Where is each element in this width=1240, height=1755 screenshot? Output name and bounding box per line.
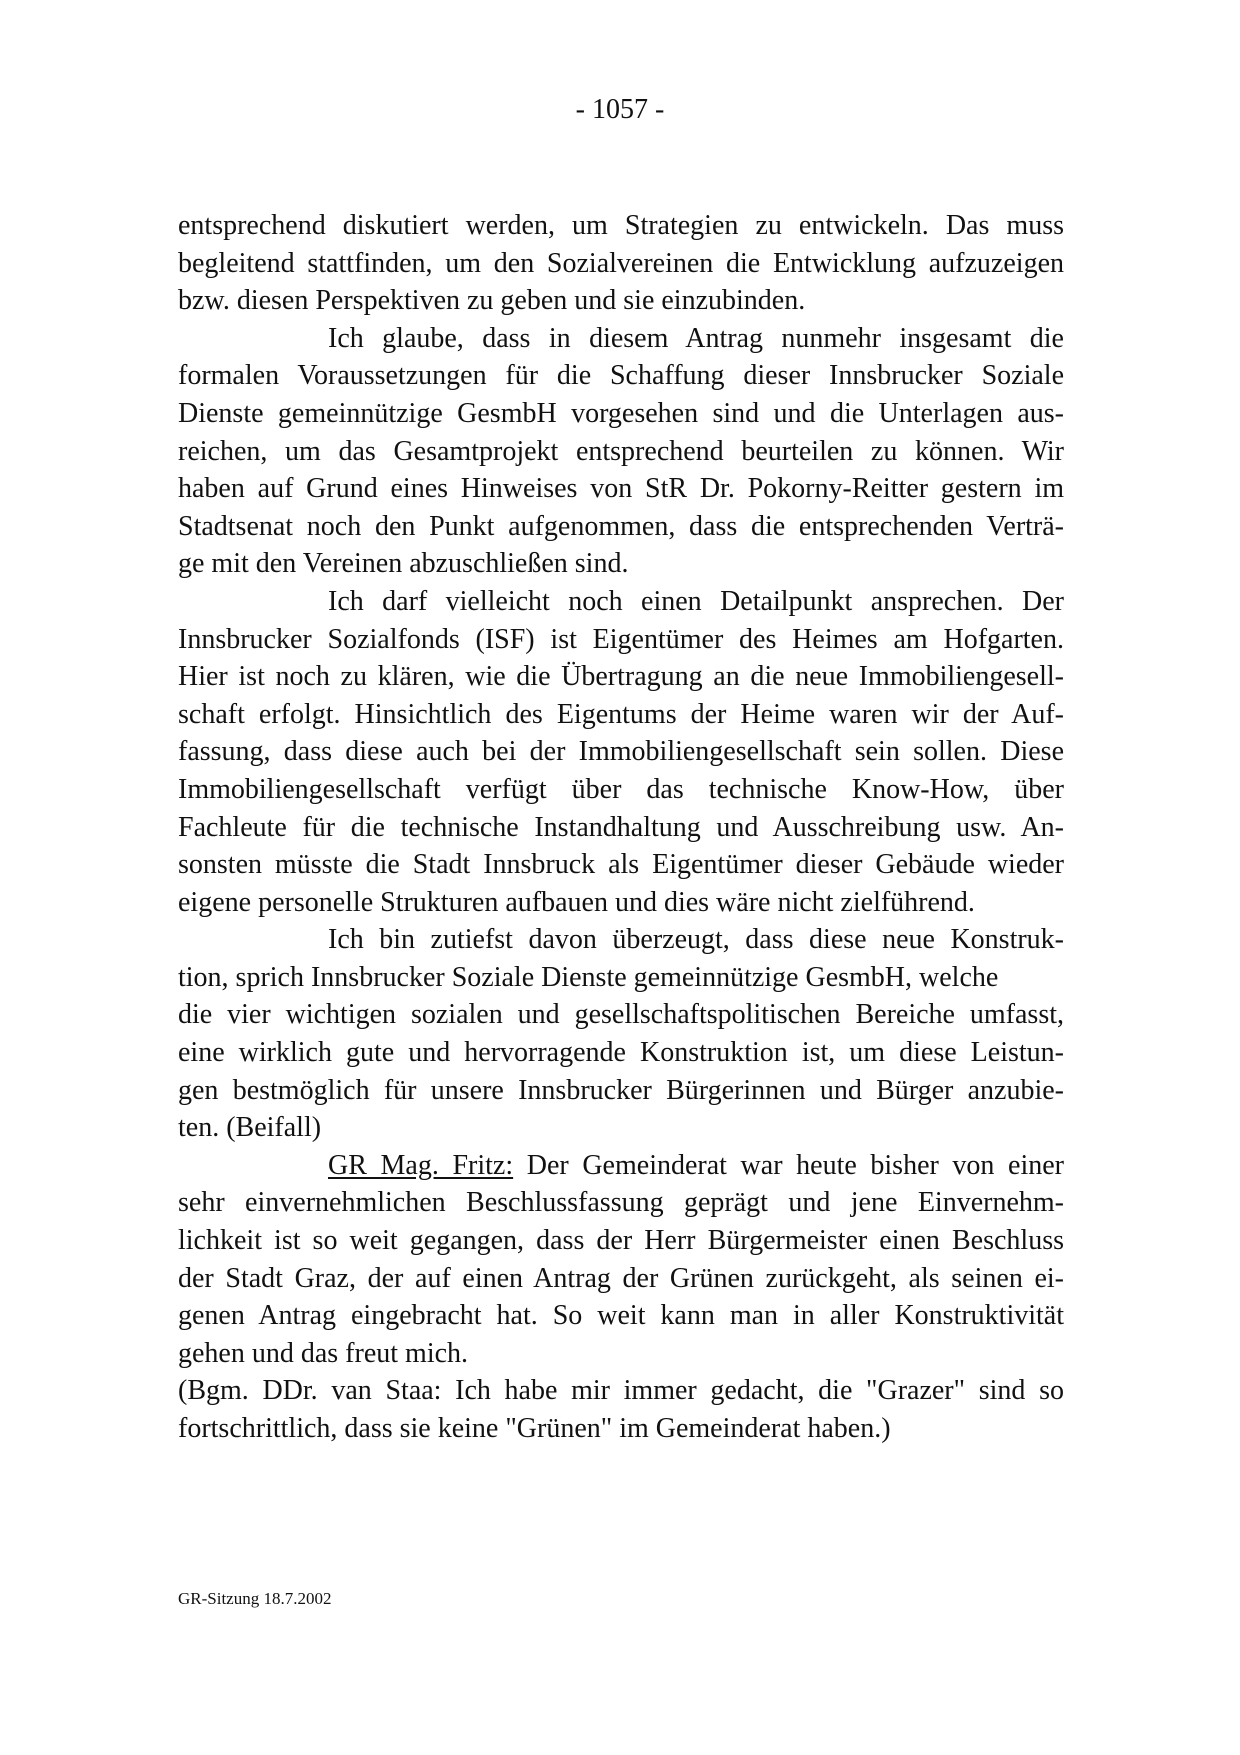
text-line: entsprechend diskutiert werden, um Strategien zu entwickeln. Das muss (178, 210, 1064, 241)
text-line: reichen, um das Gesamtprojekt entsprechend beurteilen zu können. Wir (178, 435, 1064, 467)
text-line: gehen und das freut mich. (178, 1337, 469, 1369)
interjection-line: (Bgm. DDr. van Staa: Ich habe mir immer gedacht, die "Grazer" sind so (178, 1375, 1064, 1407)
page-number: - 1057 - (575, 94, 665, 125)
text-line: fassung, dass diese auch bei der Immobiliengesellschaft sein sollen. Diese (178, 736, 1064, 768)
text-line: sonsten müsste die Stadt Innsbruck als Eigentümer dieser Gebäude wieder (178, 849, 1064, 881)
text-line: ten. (Beifall) (178, 1112, 322, 1144)
speaker-label: GR Mag. Fritz: (328, 1149, 514, 1181)
interjection-line: fortschrittlich, dass sie keine "Grünen" im Gemeinderat haben.) (178, 1413, 891, 1444)
paragraph-first-line: Ich bin zutiefst davon überzeugt, dass diese neue Konstruk- (328, 924, 1064, 956)
text-line: Immobiliengesellschaft verfügt über das technische Know-How, über (178, 773, 1064, 805)
text-line: sehr einvernehmlichen Beschlussfassung geprägt und jene Einvernehm- (178, 1187, 1064, 1219)
footer-session-date: GR-Sitzung 18.7.2002 (178, 1589, 332, 1608)
text-line: bzw. diesen Perspektiven zu geben und sie einzubinden. (178, 285, 806, 317)
text-line: Dienste gemeinnützige GesmbH vorgesehen sind und die Unterlagen aus- (178, 397, 1064, 429)
text-line: haben auf Grund eines Hinweises von StR Dr. Pokorny-Reitter gestern im (178, 473, 1064, 505)
text-line: formalen Voraussetzungen für die Schaffung dieser Innsbrucker Soziale (178, 360, 1064, 392)
text-line: Stadtsenat noch den Punkt aufgenommen, dass die entsprechenden Verträ- (178, 510, 1064, 542)
text-line: eine wirklich gute und hervorragende Konstruktion ist, um diese Leistun- (178, 1037, 1064, 1069)
speaker-line-text: Der Gemeinderat war heute bisher von einer (526, 1149, 1065, 1181)
text-line: ge mit den Vereinen abzuschließen sind. (178, 548, 629, 580)
text-line: schaft erfolgt. Hinsichtlich des Eigentums der Heime waren wir der Auf- (178, 698, 1064, 730)
text-line: die vier wichtigen sozialen und gesellschaftspolitischen Bereiche umfasst, (178, 999, 1064, 1031)
text-line: der Stadt Graz, der auf einen Antrag der Grünen zurückgeht, als seinen ei- (178, 1262, 1064, 1294)
paragraph-first-line: Ich glaube, dass in diesem Antrag nunmehr insgesamt die (328, 322, 1064, 354)
text-line: Hier ist noch zu klären, wie die Übertragung an die neue Immobiliengesell- (178, 661, 1064, 693)
paragraph-first-line: Ich darf vielleicht noch einen Detailpunkt ansprechen. Der (328, 585, 1064, 617)
text-line: tion, sprich Innsbrucker Soziale Dienste gemeinnützige GesmbH, welche (178, 961, 999, 993)
text-line: eigene personelle Strukturen aufbauen und dies wäre nicht zielführend. (178, 886, 975, 918)
text-line: lichkeit ist so weit gegangen, dass der Herr Bürgermeister einen Beschluss (178, 1225, 1064, 1257)
text-line: genen Antrag eingebracht hat. So weit kann man in aller Konstruktivität (178, 1300, 1064, 1332)
transcript-body (178, 207, 1064, 1448)
text-line: begleitend stattfinden, um den Sozialvereinen die Entwicklung aufzuzeigen (178, 247, 1064, 279)
text-line: gen bestmöglich für unsere Innsbrucker Bürgerinnen und Bürger anzubie- (178, 1074, 1064, 1106)
speaker-line (178, 1147, 1064, 1185)
text-line: Innsbrucker Sozialfonds (ISF) ist Eigentümer des Heimes am Hofgarten. (178, 623, 1064, 655)
text-line: Fachleute für die technische Instandhaltung und Ausschreibung usw. An- (178, 811, 1064, 843)
